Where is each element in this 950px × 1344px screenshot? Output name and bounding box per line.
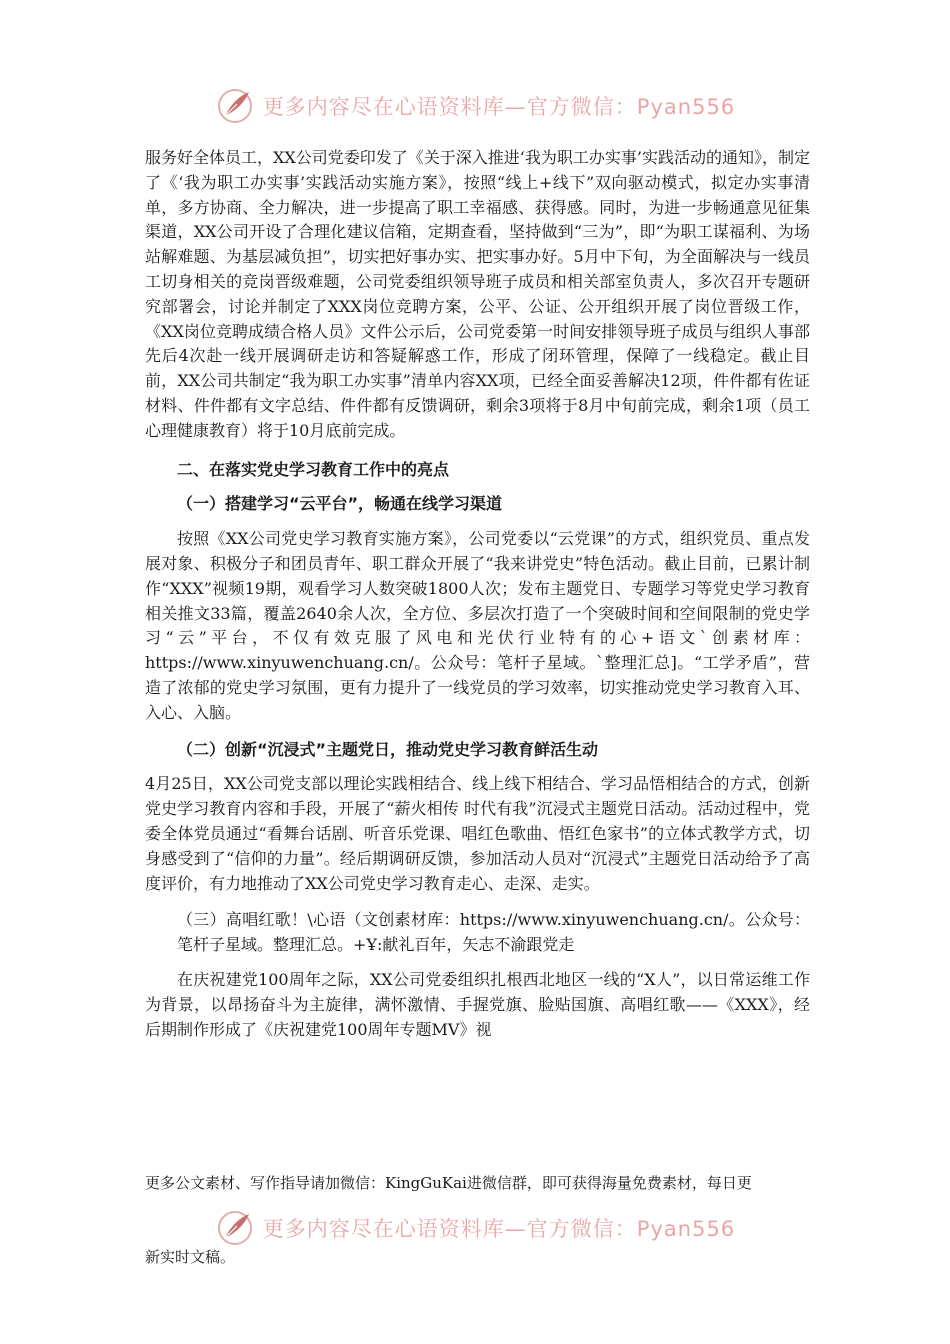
subheading-immersive-day: （二）创新“沉浸式”主题党日，推动党史学习教育鲜活生动 [177, 739, 599, 759]
subheading-cloud-platform: （一）搭建学习“云平台”，畅通在线学习渠道 [177, 494, 503, 514]
paragraph-cloud-platform: 按照《XX公司党史学习教育实施方案》，公司党委以“云党课”的方式，组织党员、重点发展对象、积极分子和团员青年、职工群众开展了“我来讲党史”特色活动。截止目前，已累计制作“XXX”视频19期，观看学习人数突破1800人次；发布主题党日、专题学习等党史学习教育相关推文33篇，覆盖2640余人次，全方位、多层次打造了一个突破时间和空间限制的党史学习“云”平台，不仅有效克服了风电和光伏行业特有的心+语文`创素材库：https://www.xinyuwenchuang.cn/。公众号：笔杆子星域。`整理汇总]。“工学矛盾”，营造了浓郁的党史学习氛围，更有力提升了一线党员的学习效率，切实推动党史学习教育入耳、入心、入脑。 [145, 529, 810, 722]
footer-watermark [0, 1208, 950, 1248]
paragraph-immersive-day: 4月25日，XX公司党支部以理论实践相结合、线上线下相结合、学习品悟相结合的方式，创新党史学习教育内容和手段，开展了“薪火相传 时代有我”沉浸式主题党日活动。活动过程中，党委全体党员通过“看舞台话剧、听音乐党课、唱红色歌曲、悟红色家书”的立体式教学方式，切身感受到了“信仰的力量”。经后期调研反馈，参加活动人员对“沉浸式”主题党日活动给予了高度评价，有力地推动了XX公司党史学习教育走心、走深、走实。 [145, 774, 810, 893]
subheading-red-songs: （三）高唱红歌！\心语（文创素材库：https://www.xinyuwenchuang.cn/。公众号：笔杆子星域。整理汇总。+Ұ:献礼百年，矢志不渝跟党走 [177, 910, 810, 955]
document-body [145, 146, 810, 1042]
watermark-text: 更多内容尽在心语资料库—官方微信：Pyan556 [262, 95, 736, 119]
feather-pen-logo-icon [215, 1208, 255, 1248]
footer-tail: 新实时文稿。 [145, 1248, 236, 1266]
section-heading-highlights: 二、在落实党史学习教育工作中的亮点 [177, 459, 450, 479]
footer-note: 更多公文素材、写作指导请加微信：KingGuKai进微信群，即可获得海量免费素材，每日更 [145, 1174, 752, 1192]
paragraph-staff-services: 服务好全体员工，XX公司党委印发了《关于深入推进‘我为职工办实事’实践活动的通知》，制定了《‘我为职工办实事’实践活动实施方案》，按照“线上+线下”双向驱动模式，拟定办实事清单，多方协商、全力解决，进一步提高了职工幸福感、获得感。同时，为进一步畅通意见征集渠道，XX公司开设了合理化建议信箱，定期查看，坚持做到“三为”，即“为职工谋福利、为场站解难题、为基层减负担”，切实把好事办实、把实事办好。5月中下旬，为全面解决与一线员工切身相关的竞岗晋级难题，公司党委组织领导班子成员和相关部室负责人，多次召开专题研究部署会，讨论并制定了XXX岗位竞聘方案，公平、公证、公开组织开展了岗位晋级工作，《XX岗位竞聘成绩合格人员》文件公示后，公司党委第一时间安排领导班子成员与组织人事部先后4次赴一线开展调研走访和答疑解惑工作，形成了闭环管理，保障了一线稳定。截止目前，XX公司共制定“我为职工办实事”清单内容XX项，已经全面妥善解决12项，件件都有佐证材料、件件都有文字总结、件件都有反馈调研，剩余3项将于8月中旬前完成，剩余1项（员工心理健康教育）将于10月底前完成。 [145, 148, 810, 440]
feather-pen-logo-icon [215, 86, 255, 126]
header-watermark [0, 86, 950, 126]
paragraph-red-songs: 在庆祝建党100周年之际，XX公司党委组织扎根西北地区一线的“X人”，以日常运维工作为背景，以昂扬奋斗为主旋律，满怀激情、手握党旗、脸贴国旗、高唱红歌——《XXX》，经后期制作形成了《庆祝建党100周年专题MV》视 [145, 969, 810, 1039]
watermark-text: 更多内容尽在心语资料库—官方微信：Pyan556 [262, 1217, 736, 1241]
